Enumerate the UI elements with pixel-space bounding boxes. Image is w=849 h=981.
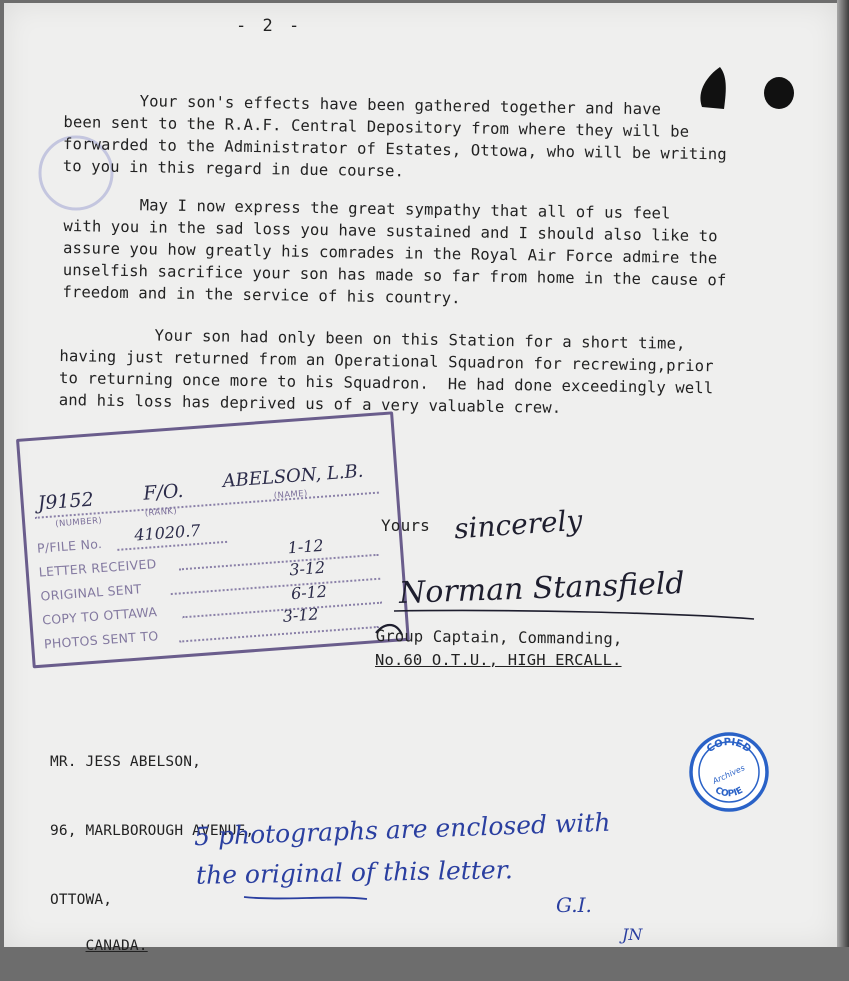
stamp-row-label: LETTER RECEIVED	[38, 556, 158, 580]
page-number: - 2 -	[236, 16, 303, 36]
address-line: 96, MARLBOROUGH AVENUE,	[50, 823, 255, 839]
stamp-row-label: PHOTOS SENT TO	[43, 628, 159, 652]
signatory-unit: No.60 O.T.U., HIGH ERCALL.	[375, 651, 622, 669]
address-line: CANADA.	[85, 938, 148, 954]
seal-bottom-text: COPIE	[713, 785, 745, 800]
scan-edge	[837, 0, 849, 947]
closing-yours: Yours	[381, 516, 430, 535]
stamp-row-value: 41020.7	[133, 520, 202, 545]
stamp-row-value: 3-12	[282, 604, 320, 626]
stamp-number-value: J9152	[36, 488, 95, 515]
paragraph-sympathy: May I now express the great sympathy that all of us feel with you in the sad loss you have sustained and I should also like to assure you how greatly his comrades in the Royal Air Force admire the unselfish sacrifice your son has made so far from home in the cause of freedom and in the service of his country.	[62, 194, 727, 308]
paragraph-station: Your son had only been on this Station for a short time, having just returned from an Operational Squadron for recrewing,prior to returning once more to his Squadron. He had done exceedingly well and his loss has deprived us of a very valuable crew.	[58, 324, 714, 417]
archives-seal	[688, 731, 770, 813]
stamp-name-value: ABELSON, L.B.	[221, 460, 365, 492]
stamp-row-label: COPY TO OTTAWA	[41, 604, 158, 628]
annotation-initials-2: JN	[622, 925, 643, 944]
annotation-initials: G.I.	[556, 893, 592, 917]
stamp-rank-value: F/O.	[142, 479, 185, 505]
annotation-underline	[242, 893, 372, 903]
records-stamp	[16, 411, 410, 668]
annotation-line-1: 5 photographs are enclosed with	[193, 807, 611, 852]
closing-handwritten: sincerely	[453, 503, 584, 546]
signatory-title: Group Captain, Commanding,	[375, 626, 623, 649]
stamp-row-value: 3-12	[288, 557, 326, 580]
paragraph-effects: Your son's effects have been gathered together and have been sent to the R.A.F. Central Depository from where they will be forwarded to the Administrator of Estates, Ottowa, who will be writing to you in this regard in due course.	[62, 90, 727, 181]
address-line: MR. JESS ABELSON,	[50, 754, 201, 770]
seal-middle-text: Archives	[711, 763, 747, 786]
stamp-name-caption: (NAME)	[273, 488, 309, 502]
stamp-row-value: 6-12	[290, 581, 328, 604]
stamp-row-label: ORIGINAL SENT	[40, 581, 143, 604]
stamp-rank-caption: (RANK)	[144, 506, 178, 519]
annotation-line-2: the original of this letter.	[195, 855, 514, 890]
address-line: OTTOWA,	[50, 892, 113, 908]
stamp-row-value: 1-12	[287, 535, 325, 558]
letter-page	[4, 3, 837, 954]
stamp-row-label: P/FILE No.	[36, 535, 103, 556]
stamp-number-caption: (NUMBER)	[54, 515, 103, 530]
seal-top-text: COPIED	[704, 736, 753, 756]
signature: Norman Stansfield	[398, 566, 686, 611]
